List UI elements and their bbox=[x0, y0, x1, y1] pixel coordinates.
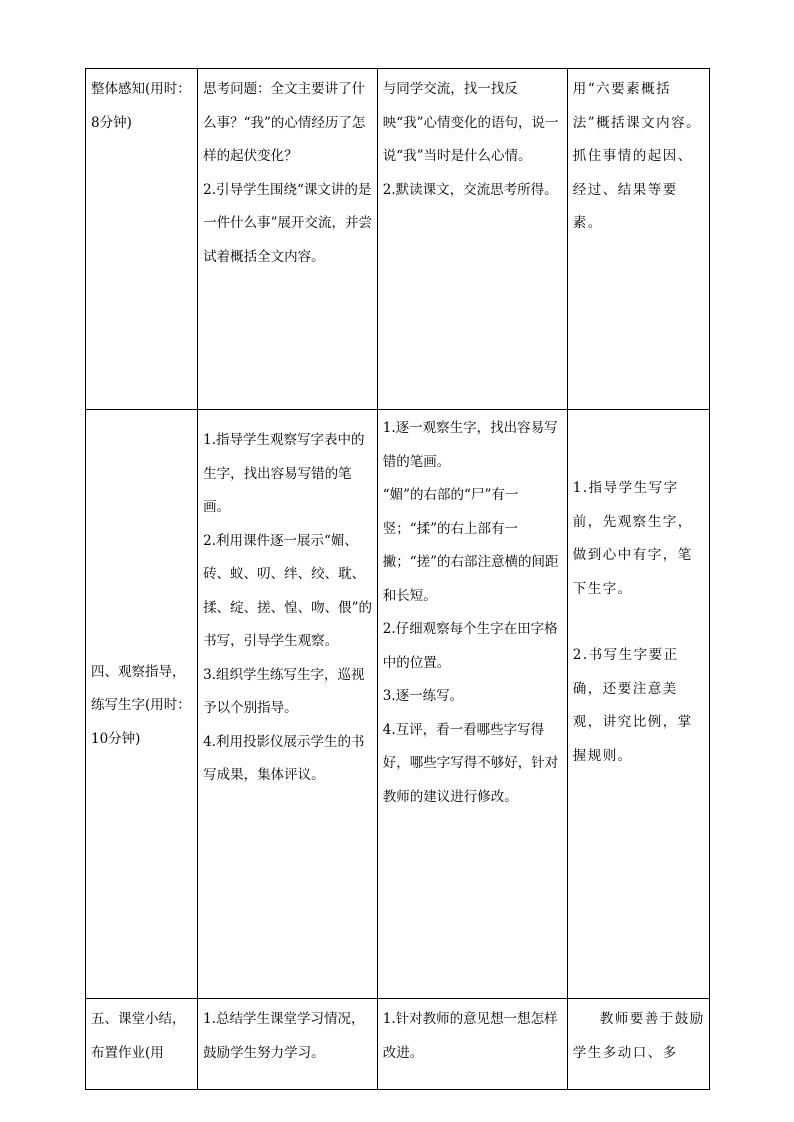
teacher-activity-text: 2.引导学生围绕“课文讲的是一件什么事”展开交流，并尝试着概括全文内容。 bbox=[203, 181, 373, 265]
teacher-activity-text: 1.总结学生课堂学习情况，鼓励学生努力学习。 bbox=[203, 1011, 365, 1061]
stage-text: 五、课堂小结，布置作业(用 bbox=[91, 1011, 186, 1061]
table-row bbox=[86, 410, 710, 999]
student-activity-cell bbox=[377, 410, 567, 999]
design-intent-text: 教师要善于鼓励学生多动口、多 bbox=[572, 1011, 705, 1061]
teacher-activity-text: 思考问题：全文主要讲了什么事？“我”的心情经历了怎样的起伏变化？ bbox=[203, 81, 366, 164]
teacher-activity-text: 3.组织学生练写生字，巡视予以个别指导。 bbox=[203, 666, 365, 716]
teacher-activity-text: 2.利用课件逐一展示“媚、砖、蚁、叨、绊、绞、耽、揉、绽、搓、惶、吻、偎”的书写，引导学生观察。 bbox=[203, 532, 373, 649]
stage-cell bbox=[86, 999, 198, 1090]
stage-cell bbox=[86, 410, 198, 999]
student-activity-text: 3.逐一练写。 bbox=[382, 688, 464, 704]
lesson-plan-table bbox=[85, 68, 710, 1090]
student-activity-cell bbox=[377, 69, 567, 410]
stage-text: 整体感知(用时：8分钟) bbox=[91, 81, 191, 131]
stage-text: 四、观察指导，练写生字(用时：10分钟) bbox=[91, 663, 191, 747]
stage-cell bbox=[86, 69, 198, 410]
design-intent-cell bbox=[567, 410, 709, 999]
design-intent-text: 用“六要素概括法”概括课文内容。抓住事情的起因、经过、结果等要素。 bbox=[572, 81, 702, 231]
teacher-activity-text: 4.利用投影仪展示学生的书写成果，集体评议。 bbox=[203, 733, 365, 783]
teacher-activity-cell bbox=[198, 69, 378, 410]
teacher-activity-text: 1.指导学生观察写字表中的生字，找出容易写错的笔画。 bbox=[203, 432, 365, 515]
design-intent-text: 2.书写生字要正确，还要注意美观，讲究比例，掌握规则。 bbox=[572, 647, 693, 764]
student-activity-text: 与同学交流，找一找反映“我”心情变化的语句，说一说“我”当时是什么心情。 bbox=[382, 81, 559, 164]
student-activity-text: 2.默读课文，交流思考所得。 bbox=[382, 181, 558, 198]
student-activity-text: 4.互评，看一看哪些字写得好，哪些字写得不够好，针对教师的建议进行修改。 bbox=[382, 721, 559, 805]
design-intent-text: 1.指导学生写字前，先观察生字，做到心中有字，笔下生字。 bbox=[572, 480, 693, 597]
paragraph-spacer bbox=[573, 606, 705, 639]
table-row bbox=[86, 999, 710, 1090]
student-activity-text: “媚”的右部的“尸”有一竖；“揉”的右上部有一撇；“搓”的右部注意横的间距和长短。 bbox=[382, 487, 559, 604]
student-activity-text: 1.逐一观察生字，找出容易写错的笔画。 bbox=[382, 420, 558, 470]
student-activity-cell bbox=[377, 999, 567, 1090]
student-activity-text: 1.针对教师的意见想一想怎样改进。 bbox=[382, 1011, 558, 1061]
teacher-activity-cell bbox=[198, 410, 378, 999]
table-row bbox=[86, 69, 710, 410]
design-intent-cell bbox=[567, 69, 709, 410]
student-activity-text: 2.仔细观察每个生字在田字格中的位置。 bbox=[382, 621, 558, 671]
design-intent-cell bbox=[567, 999, 709, 1090]
teacher-activity-cell bbox=[198, 999, 378, 1090]
